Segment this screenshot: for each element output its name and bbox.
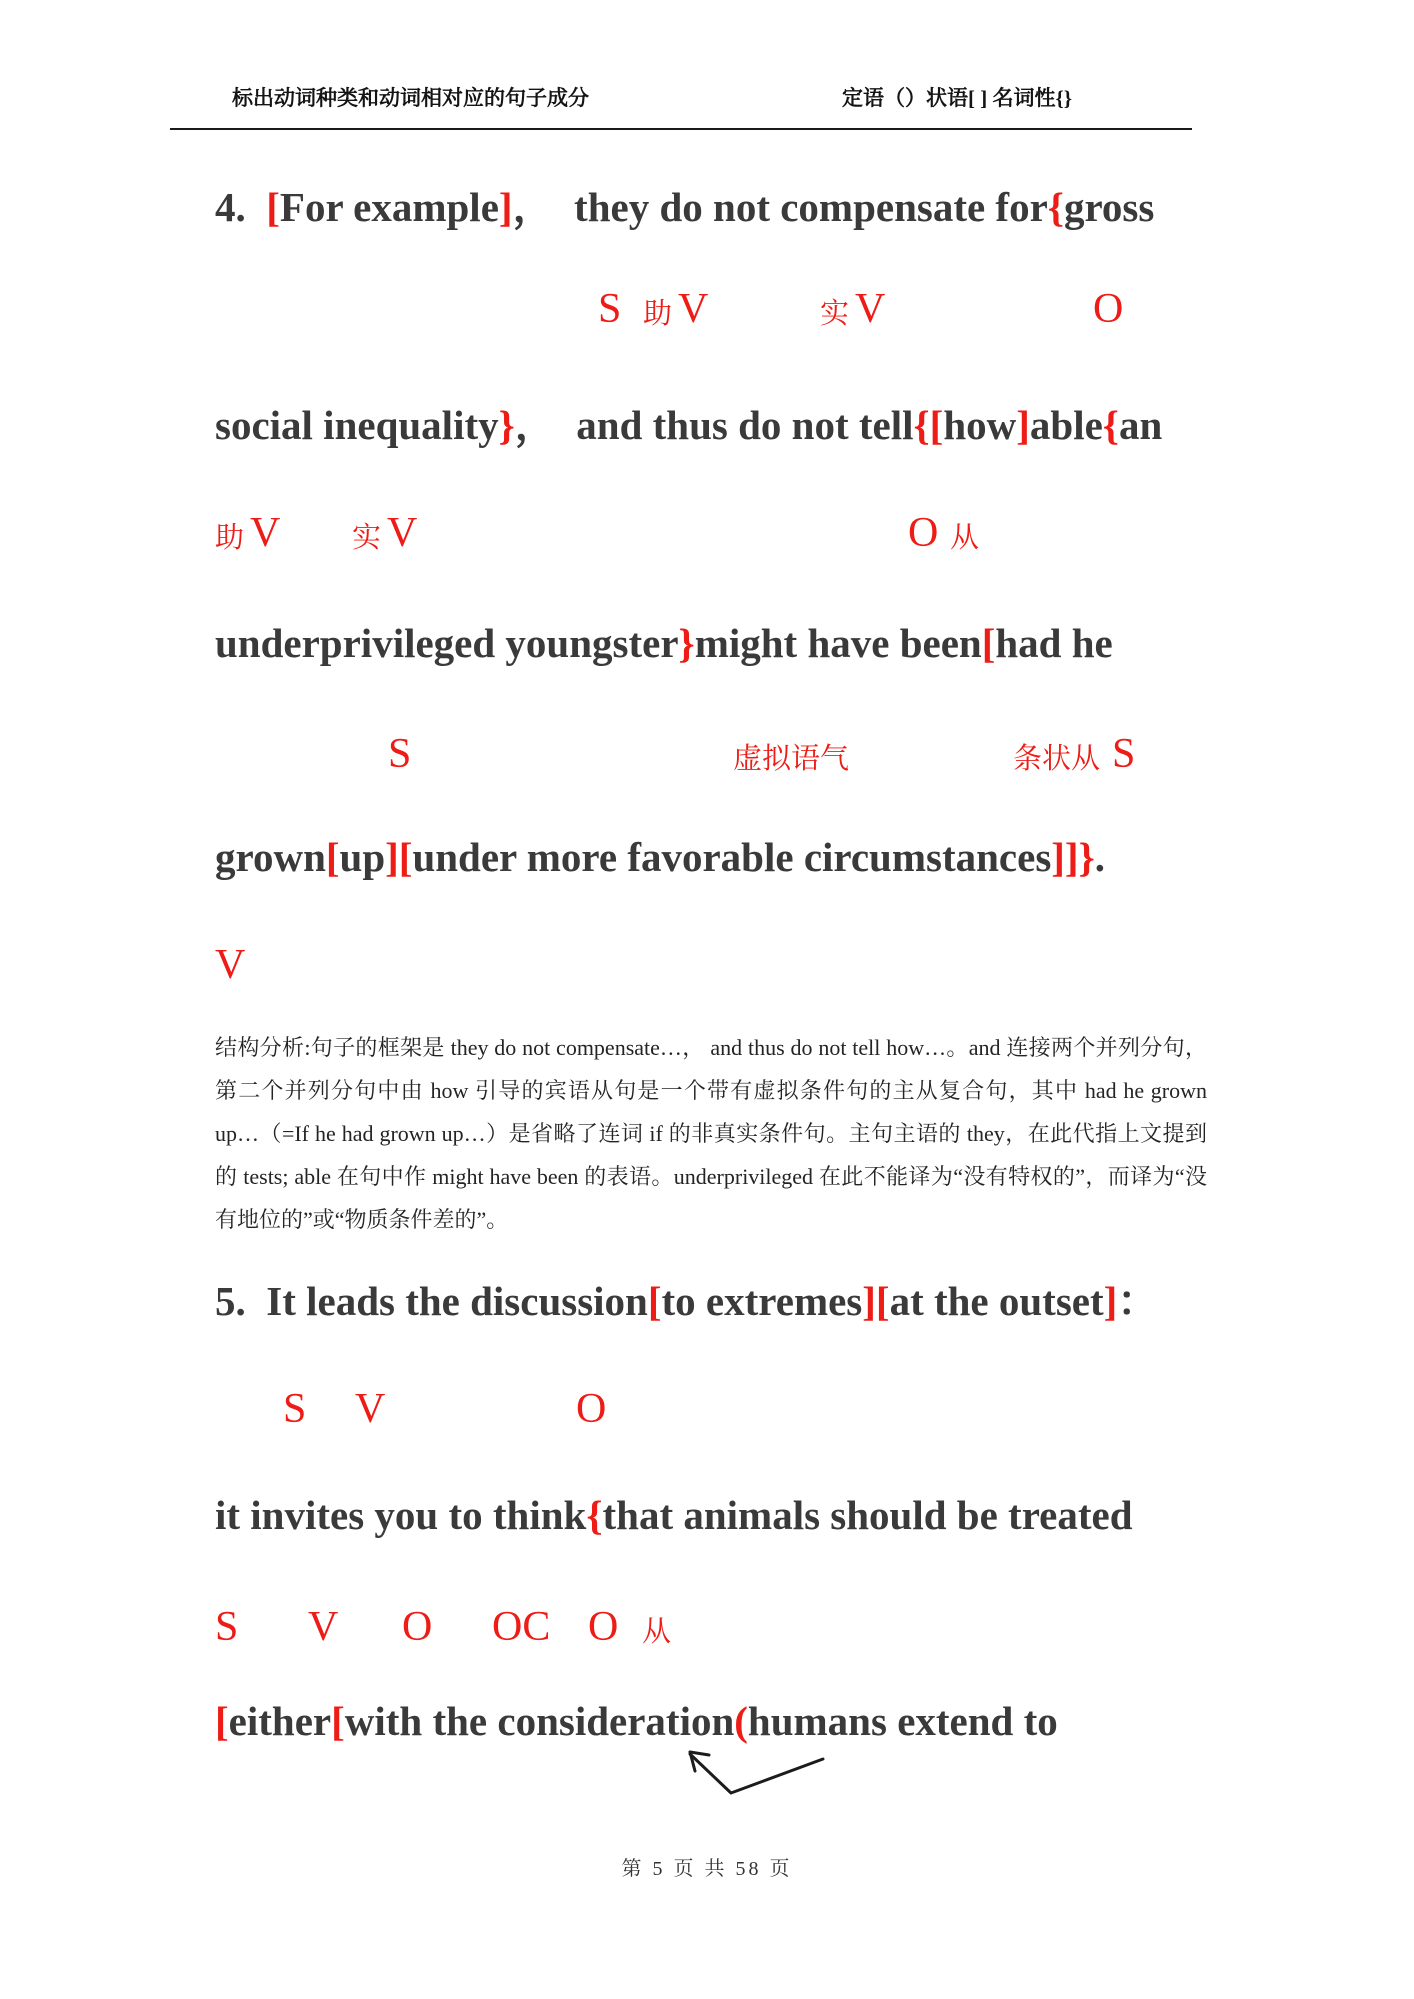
bracket-mark: ][ xyxy=(385,834,413,880)
sentence-5-line-1 xyxy=(215,1278,1158,1325)
grammar-label: 条状从 xyxy=(1013,743,1101,775)
grammar-label: O xyxy=(1093,286,1124,332)
grammar-label: 从 xyxy=(642,1616,672,1648)
sentence-text: up xyxy=(339,834,386,880)
sentence-text: ， and thus do not tell xyxy=(514,402,914,448)
header-divider xyxy=(170,128,1192,130)
grammar-label: S xyxy=(388,731,412,777)
sentence-text: to extremes xyxy=(661,1278,863,1324)
bracket-mark: [ xyxy=(647,1278,662,1324)
grammar-label: O xyxy=(908,510,939,556)
grammar-label: V xyxy=(355,1386,386,1432)
sentence-text: gross xyxy=(1063,184,1155,230)
bracket-mark: ] xyxy=(1016,402,1030,448)
grammar-label: O xyxy=(402,1604,433,1650)
grammar-label: V xyxy=(855,286,886,332)
sentence-text: 5. It leads the discussion xyxy=(215,1278,648,1324)
grammar-label: OC xyxy=(492,1604,551,1650)
sentence-4-line-3 xyxy=(215,620,1113,667)
bracket-mark: ]]} xyxy=(1051,834,1095,880)
sentence-text: at the outset xyxy=(889,1278,1104,1324)
grammar-label: O xyxy=(576,1386,607,1432)
grammar-label: V xyxy=(678,286,709,332)
sentence-5-line-2 xyxy=(215,1492,1133,1539)
bracket-mark: ][ xyxy=(862,1278,890,1324)
sentence-text: might have been xyxy=(694,620,982,666)
bracket-mark: ] xyxy=(1103,1278,1118,1324)
grammar-annotation-row-2 xyxy=(0,512,1414,572)
sentence-text: For example xyxy=(279,184,499,230)
grammar-label: V xyxy=(308,1604,339,1650)
bracket-mark: { xyxy=(1047,184,1064,230)
grammar-label: S xyxy=(215,1604,239,1650)
grammar-label: 助 xyxy=(215,522,245,554)
sentence-text: that animals should be treated xyxy=(602,1492,1133,1538)
bracket-mark: { xyxy=(1102,402,1119,448)
page-number: 第 5 页 共 58 页 xyxy=(621,1858,793,1880)
sentence-text: underprivileged youngster xyxy=(215,620,679,666)
sentence-text: humans extend to xyxy=(747,1698,1058,1744)
sentence-text: ： xyxy=(1117,1278,1159,1324)
grammar-label: O xyxy=(588,1604,619,1650)
bracket-mark: [ xyxy=(981,620,996,666)
sentence-text: able xyxy=(1029,402,1103,448)
grammar-label: S xyxy=(1112,731,1136,777)
grammar-annotation-row-4 xyxy=(0,944,1414,1004)
bracket-mark: [ xyxy=(331,1698,345,1744)
sentence-4-line-1 xyxy=(215,184,1154,231)
structure-analysis-paragraph: 结构分析:句子的框架是 they do not compensate…， and thus do not tell how…。and 连接两个并列分句，第二个并列分句中由 how 引导的宾语从句是一个带有虚拟条件句的主从复合句，其中 had he grown up…（=If he had grown up…）是省略了连词 if 的非真实条件句。主句主语的 they，在此代指上文提到的 tests; able 在句中作 might have been 的表语。underprivileged 在此不能译为“没有特权的”，而译为“没有地位的”或“物质条件差的”。 xyxy=(215,1035,1207,1232)
grammar-label: 实 xyxy=(820,298,850,330)
grammar-label: V xyxy=(387,510,418,556)
sentence-text: had he xyxy=(995,620,1113,666)
sentence-text: with the consideration xyxy=(344,1698,735,1744)
sentence-4-line-4 xyxy=(215,834,1105,881)
bracket-mark: } xyxy=(498,402,515,448)
sentence-text: social inequality xyxy=(215,402,499,448)
sentence-5-line-3 xyxy=(215,1698,1058,1745)
grammar-label: 助 xyxy=(643,298,673,330)
sentence-text: either xyxy=(228,1698,332,1744)
grammar-label: V xyxy=(215,942,246,988)
bracket-mark: ( xyxy=(734,1698,748,1744)
sentence-text: under more favorable circumstances xyxy=(412,834,1052,880)
bracket-mark: } xyxy=(678,620,695,666)
header-left-title: 标出动词种类和动词相对应的句子成分 xyxy=(232,86,589,110)
bracket-mark: [ xyxy=(325,834,340,880)
grammar-label: S xyxy=(283,1386,307,1432)
sentence-4-line-2 xyxy=(215,402,1162,449)
grammar-label: 实 xyxy=(352,522,382,554)
grammar-label: 从 xyxy=(950,522,980,554)
sentence-text: it invites you to think xyxy=(215,1492,587,1538)
bracket-mark: { xyxy=(586,1492,603,1538)
bracket-mark: [ xyxy=(215,1698,229,1744)
grammar-annotation-row-5 xyxy=(0,1388,1414,1448)
sentence-text: . xyxy=(1094,834,1105,880)
sentence-text: an xyxy=(1118,402,1163,448)
grammar-label: S xyxy=(598,286,622,332)
sentence-text: 4. xyxy=(215,184,267,230)
grammar-annotation-row-1 xyxy=(0,288,1414,348)
grammar-annotation-row-3 xyxy=(0,733,1414,793)
header-right-legend: 定语（）状语[ ] 名词性{} xyxy=(842,86,1073,110)
sentence-text: ， they do not compensate for xyxy=(512,184,1048,230)
sentence-text: grown xyxy=(215,834,326,880)
grammar-annotation-row-6 xyxy=(0,1606,1414,1666)
grammar-label: V xyxy=(250,510,281,556)
bracket-mark: ] xyxy=(498,184,513,230)
grammar-label: 虚拟语气 xyxy=(733,743,850,775)
bracket-mark: [ xyxy=(266,184,280,230)
sentence-text: how xyxy=(943,402,1017,448)
bracket-mark: {[ xyxy=(913,402,944,448)
